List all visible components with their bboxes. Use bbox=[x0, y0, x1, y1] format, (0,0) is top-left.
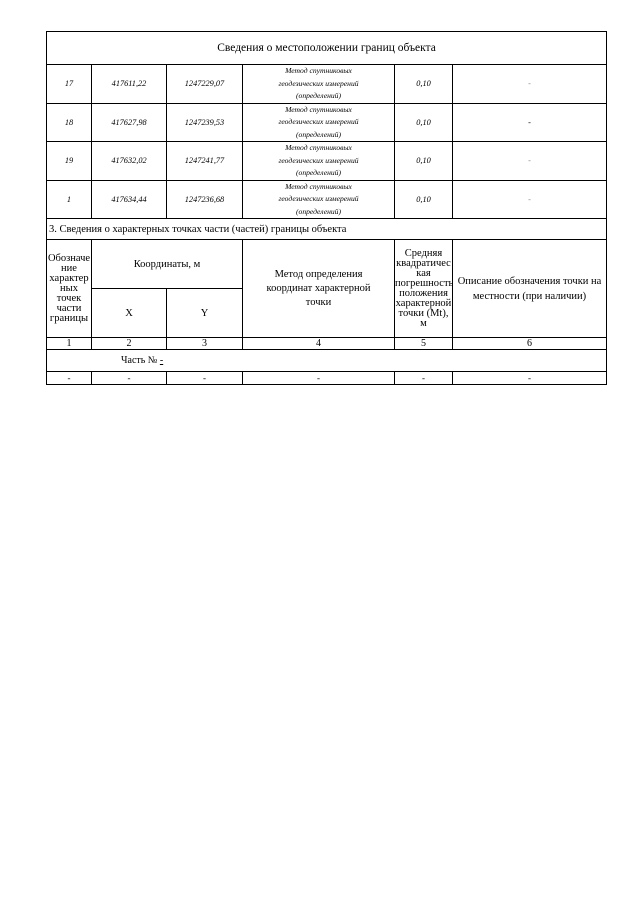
method-line: Метод спутниковых bbox=[285, 143, 352, 152]
header-line: характерной bbox=[395, 297, 452, 309]
description: - bbox=[453, 180, 607, 219]
method-line: Метод спутниковых bbox=[285, 104, 352, 114]
table-row bbox=[47, 103, 607, 142]
header-coordinates: Координаты, м bbox=[92, 240, 243, 289]
header-x: X bbox=[92, 289, 167, 338]
header-line: м bbox=[420, 317, 427, 329]
description: - bbox=[453, 103, 607, 142]
column-number: 2 bbox=[92, 338, 167, 350]
point-number: 1 bbox=[47, 180, 92, 219]
point-number: 18 bbox=[47, 103, 92, 142]
header-line: Средняя bbox=[404, 247, 443, 259]
method-line: геодезических измерений bbox=[278, 117, 359, 126]
mt-value: 0,10 bbox=[395, 65, 453, 104]
table-row bbox=[47, 180, 607, 219]
part-number: - bbox=[159, 355, 164, 366]
header-line: кая bbox=[416, 267, 431, 279]
header-line: части bbox=[56, 302, 82, 314]
column-numbers-row bbox=[47, 338, 607, 350]
point-number: 19 bbox=[47, 142, 92, 181]
empty-cell: - bbox=[395, 372, 453, 385]
mt-value: 0,10 bbox=[395, 142, 453, 181]
header-line: Обозначе bbox=[47, 252, 91, 264]
header-line: ных bbox=[60, 282, 78, 294]
table-row bbox=[47, 142, 607, 181]
method-line: (определений) bbox=[296, 168, 341, 177]
method-line: (определений) bbox=[296, 129, 341, 139]
header-line: погрешность bbox=[395, 277, 454, 289]
method-cell bbox=[243, 103, 395, 142]
header-description: Описание обозначения точки на местности (при наличии) bbox=[453, 240, 607, 338]
description: - bbox=[453, 142, 607, 181]
coord-y: 1247236,68 bbox=[167, 180, 243, 219]
empty-cell: - bbox=[167, 372, 243, 385]
header-line: ние bbox=[61, 262, 77, 274]
table-title: Сведения о местоположении границ объекта bbox=[47, 32, 607, 65]
empty-cell: - bbox=[92, 372, 167, 385]
header-line: характер bbox=[49, 272, 89, 284]
method-line: геодезических измерений bbox=[278, 194, 359, 203]
column-number: 5 bbox=[395, 338, 453, 350]
description: - bbox=[453, 65, 607, 104]
method-line: Метод спутниковых bbox=[285, 181, 352, 191]
coord-x: 417627,98 bbox=[92, 103, 167, 142]
table-row bbox=[47, 65, 607, 104]
header-row bbox=[47, 240, 607, 289]
header-line: точки (Mt), bbox=[398, 307, 449, 319]
column-number: 1 bbox=[47, 338, 92, 350]
header-y: Y bbox=[167, 289, 243, 338]
method-cell bbox=[243, 65, 395, 104]
column-number: 6 bbox=[453, 338, 607, 350]
method-cell bbox=[243, 180, 395, 219]
empty-cell: - bbox=[47, 372, 92, 385]
header-line: границы bbox=[49, 312, 89, 324]
mt-value: 0,10 bbox=[395, 103, 453, 142]
coord-y: 1247239,53 bbox=[167, 103, 243, 142]
method-line: (определений) bbox=[296, 91, 341, 100]
header-line: положения bbox=[399, 287, 448, 299]
part-row bbox=[47, 350, 607, 372]
method-line: геодезических измерений bbox=[278, 78, 359, 88]
boundary-table bbox=[46, 31, 607, 385]
header-mt bbox=[395, 240, 453, 338]
document-page bbox=[46, 31, 606, 385]
part-label: Часть № bbox=[121, 355, 158, 366]
point-number: 17 bbox=[47, 65, 92, 104]
coord-x: 417632,02 bbox=[92, 142, 167, 181]
header-point-designation bbox=[47, 240, 92, 338]
empty-cell: - bbox=[453, 372, 607, 385]
method-line: (определений) bbox=[296, 206, 341, 216]
coord-y: 1247241,77 bbox=[167, 142, 243, 181]
header-line: квадратичес bbox=[396, 257, 451, 269]
empty-cell: - bbox=[243, 372, 395, 385]
table-row bbox=[47, 372, 607, 385]
method-line: геодезических измерений bbox=[278, 155, 359, 165]
header-method: Метод определения координат характерной точки bbox=[243, 240, 395, 338]
coord-x: 417611,22 bbox=[92, 65, 167, 104]
header-line: точек bbox=[56, 292, 82, 304]
coord-x: 417634,44 bbox=[92, 180, 167, 219]
method-cell bbox=[243, 142, 395, 181]
section3-title: 3. Сведения о характерных точках части (частей) границы объекта bbox=[47, 219, 607, 240]
mt-value: 0,10 bbox=[395, 180, 453, 219]
part-label-cell bbox=[47, 350, 607, 372]
column-number: 4 bbox=[243, 338, 395, 350]
coord-y: 1247229,07 bbox=[167, 65, 243, 104]
column-number: 3 bbox=[167, 338, 243, 350]
method-line: Метод спутниковых bbox=[285, 66, 352, 75]
